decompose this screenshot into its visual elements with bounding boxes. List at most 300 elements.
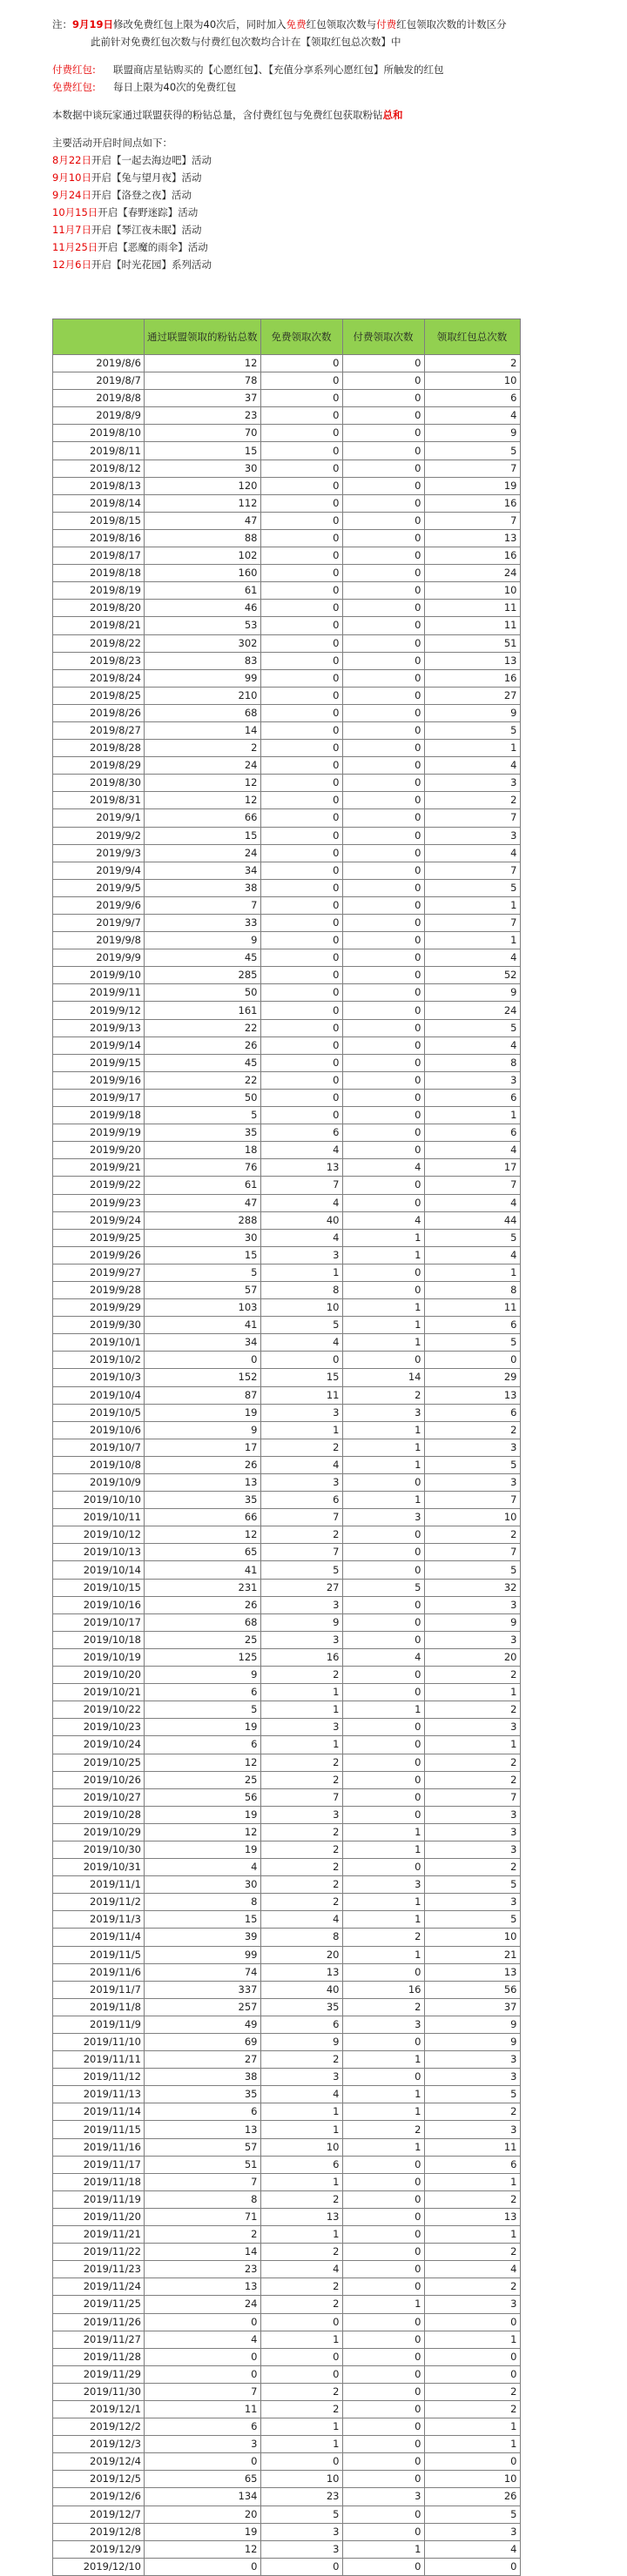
value-cell: 2	[424, 2190, 520, 2208]
date-cell: 2019/10/5	[53, 1404, 145, 1421]
date-cell: 2019/11/2	[53, 1894, 145, 1911]
value-cell: 1	[342, 2051, 424, 2069]
value-cell: 6	[260, 2156, 342, 2173]
value-cell: 3	[342, 2016, 424, 2033]
value-cell: 0	[342, 1281, 424, 1298]
value-cell: 4	[424, 2261, 520, 2278]
table-row	[53, 1194, 521, 1211]
value-cell: 0	[260, 1089, 342, 1106]
value-cell: 9	[424, 704, 520, 721]
table-row	[53, 1946, 521, 1963]
value-cell: 24	[145, 844, 261, 862]
value-cell: 2	[260, 1876, 342, 1894]
value-cell: 2	[145, 2226, 261, 2244]
value-cell: 0	[342, 2400, 424, 2418]
value-cell: 0	[260, 862, 342, 879]
value-cell: 5	[424, 1019, 520, 1036]
value-cell: 3	[424, 2523, 520, 2540]
date-cell: 2019/10/15	[53, 1579, 145, 1596]
value-cell: 0	[342, 1719, 424, 1736]
date-cell: 2019/9/9	[53, 949, 145, 967]
value-cell: 0	[260, 967, 342, 984]
value-cell: 3	[424, 827, 520, 844]
date-cell: 2019/12/6	[53, 2488, 145, 2506]
value-cell: 0	[260, 652, 342, 669]
table-row	[53, 2506, 521, 2523]
value-cell: 0	[260, 529, 342, 547]
value-cell: 20	[145, 2506, 261, 2523]
table-row	[53, 2453, 521, 2471]
value-cell: 8	[424, 1281, 520, 1298]
value-cell: 0	[342, 390, 424, 407]
value-cell: 0	[342, 1194, 424, 1211]
value-cell: 0	[342, 2261, 424, 2278]
table-row	[53, 1719, 521, 1736]
table-row	[53, 1596, 521, 1613]
table-row	[53, 547, 521, 565]
table-row	[53, 827, 521, 844]
value-cell: 5	[145, 1107, 261, 1124]
value-cell: 88	[145, 529, 261, 547]
date-cell: 2019/9/29	[53, 1299, 145, 1317]
value-cell: 6	[145, 1736, 261, 1754]
date-cell: 2019/11/22	[53, 2244, 145, 2261]
date-cell: 2019/12/2	[53, 2418, 145, 2436]
value-cell: 1	[424, 2418, 520, 2436]
value-cell: 1	[424, 1736, 520, 1754]
value-cell: 2	[260, 2278, 342, 2296]
value-cell: 3	[424, 1071, 520, 1089]
table-row	[53, 721, 521, 739]
value-cell: 12	[145, 1754, 261, 1771]
value-cell: 6	[424, 2156, 520, 2173]
value-cell: 0	[260, 2558, 342, 2575]
date-cell: 2019/10/2	[53, 1352, 145, 1369]
table-row	[53, 1229, 521, 1246]
date-cell: 2019/9/7	[53, 915, 145, 932]
value-cell: 74	[145, 1963, 261, 1981]
value-cell: 3	[424, 1596, 520, 1613]
table-row	[53, 1806, 521, 1823]
value-cell: 0	[342, 967, 424, 984]
value-cell: 2	[342, 1929, 424, 1946]
value-cell: 27	[145, 2051, 261, 2069]
value-cell: 2	[260, 1894, 342, 1911]
paid-label: 付费红包:	[52, 64, 96, 76]
table-row	[53, 775, 521, 792]
activity-date: 11月7日	[52, 224, 91, 236]
date-cell: 2019/8/25	[53, 687, 145, 704]
value-cell: 0	[260, 775, 342, 792]
value-cell: 6	[424, 390, 520, 407]
value-cell: 8	[424, 1054, 520, 1071]
value-cell: 0	[342, 862, 424, 879]
value-cell: 1	[424, 2173, 520, 2190]
value-cell: 0	[342, 2453, 424, 2471]
value-cell: 0	[260, 792, 342, 809]
table-row	[53, 1299, 521, 1317]
activity-item	[52, 256, 610, 273]
value-cell: 45	[145, 1054, 261, 1071]
date-cell: 2019/10/7	[53, 1439, 145, 1456]
value-cell: 3	[342, 2488, 424, 2506]
value-cell: 1	[260, 2418, 342, 2436]
value-cell: 3	[260, 1246, 342, 1264]
value-cell: 16	[342, 1981, 424, 1998]
date-cell: 2019/10/4	[53, 1386, 145, 1404]
value-cell: 8	[145, 2190, 261, 2208]
value-cell: 2	[260, 1754, 342, 1771]
value-cell: 2	[424, 1701, 520, 1719]
value-cell: 66	[145, 809, 261, 827]
note-paid-word: 付费	[376, 18, 397, 30]
value-cell: 152	[145, 1369, 261, 1386]
value-cell: 257	[145, 1998, 261, 2016]
value-cell: 231	[145, 1579, 261, 1596]
value-cell: 0	[260, 896, 342, 914]
value-cell: 51	[424, 634, 520, 652]
value-cell: 1	[424, 1264, 520, 1281]
value-cell: 9	[424, 2034, 520, 2051]
table-row	[53, 1929, 521, 1946]
value-cell: 0	[342, 1736, 424, 1754]
value-cell: 3	[342, 1404, 424, 1421]
value-cell: 2	[260, 2190, 342, 2208]
value-cell: 6	[260, 1124, 342, 1142]
table-row	[53, 1841, 521, 1858]
value-cell: 57	[145, 1281, 261, 1298]
date-cell: 2019/9/18	[53, 1107, 145, 1124]
value-cell: 8	[145, 1894, 261, 1911]
table-row	[53, 2540, 521, 2558]
value-cell: 49	[145, 2016, 261, 2033]
value-cell: 0	[342, 792, 424, 809]
table-row	[53, 2086, 521, 2103]
value-cell: 0	[260, 372, 342, 390]
value-cell: 6	[260, 2016, 342, 2033]
value-cell: 0	[342, 2523, 424, 2540]
table-row	[53, 740, 521, 757]
value-cell: 25	[145, 1771, 261, 1788]
value-cell: 102	[145, 547, 261, 565]
value-cell: 0	[342, 1019, 424, 1036]
table-row	[53, 1439, 521, 1456]
table-row	[53, 1177, 521, 1194]
activity-date: 11月25日	[52, 241, 98, 253]
value-cell: 34	[145, 1334, 261, 1352]
value-cell: 10	[260, 2471, 342, 2488]
value-cell: 1	[260, 1736, 342, 1754]
value-cell: 1	[342, 1492, 424, 1509]
date-cell: 2019/11/3	[53, 1911, 145, 1929]
table-row	[53, 2418, 521, 2436]
value-cell: 1	[260, 1264, 342, 1281]
table-row	[53, 1613, 521, 1631]
value-cell: 65	[145, 1544, 261, 1561]
value-cell: 9	[260, 1613, 342, 1631]
value-cell: 0	[342, 1544, 424, 1561]
date-cell: 2019/8/13	[53, 477, 145, 494]
value-cell: 1	[342, 1229, 424, 1246]
value-cell: 7	[424, 1492, 520, 1509]
value-cell: 0	[342, 1684, 424, 1701]
value-cell: 6	[145, 2103, 261, 2121]
notes-section	[52, 16, 610, 273]
value-cell: 37	[424, 1998, 520, 2016]
value-cell: 1	[260, 1701, 342, 1719]
value-cell: 1	[342, 1299, 424, 1317]
value-cell: 10	[260, 1299, 342, 1317]
value-cell: 0	[260, 757, 342, 775]
value-cell: 1	[424, 740, 520, 757]
value-cell: 0	[260, 477, 342, 494]
table-row	[53, 1998, 521, 2016]
table-row	[53, 1631, 521, 1648]
date-cell: 2019/9/3	[53, 844, 145, 862]
table-row	[53, 1963, 521, 1981]
value-cell: 0	[342, 1036, 424, 1054]
note-line-2: 此前针对免费红包次数与付费红包次数均合计在【领取红包总次数】中	[91, 36, 401, 48]
column-header: 领取红包总次数	[424, 319, 520, 355]
value-cell: 103	[145, 1299, 261, 1317]
date-cell: 2019/9/16	[53, 1071, 145, 1089]
date-cell: 2019/8/24	[53, 669, 145, 687]
date-cell: 2019/9/10	[53, 967, 145, 984]
table-row	[53, 932, 521, 949]
value-cell: 3	[260, 1404, 342, 1421]
value-cell: 4	[424, 1246, 520, 1264]
value-cell: 0	[342, 477, 424, 494]
table-row	[53, 2226, 521, 2244]
value-cell: 0	[342, 932, 424, 949]
value-cell: 2	[424, 2400, 520, 2418]
value-cell: 1	[342, 1841, 424, 1858]
value-cell: 3	[424, 1894, 520, 1911]
table-row	[53, 1823, 521, 1841]
value-cell: 22	[145, 1019, 261, 1036]
value-cell: 0	[260, 949, 342, 967]
activity-text: 开启【一起去海边吧】活动	[91, 154, 212, 166]
date-cell: 2019/10/12	[53, 1526, 145, 1544]
value-cell: 0	[260, 2348, 342, 2365]
value-cell: 0	[342, 2034, 424, 2051]
value-cell: 0	[342, 721, 424, 739]
date-cell: 2019/10/25	[53, 1754, 145, 1771]
date-cell: 2019/11/20	[53, 2208, 145, 2225]
value-cell: 0	[342, 1071, 424, 1089]
value-cell: 3	[424, 1439, 520, 1456]
date-cell: 2019/8/19	[53, 582, 145, 600]
value-cell: 0	[260, 425, 342, 442]
value-cell: 10	[424, 1929, 520, 1946]
value-cell: 68	[145, 704, 261, 721]
value-cell: 3	[260, 1474, 342, 1492]
value-cell: 12	[145, 1526, 261, 1544]
value-cell: 3	[260, 1806, 342, 1823]
value-cell: 4	[260, 1334, 342, 1352]
value-cell: 0	[342, 565, 424, 582]
value-cell: 5	[424, 1911, 520, 1929]
date-cell: 2019/10/23	[53, 1719, 145, 1736]
value-cell: 7	[424, 1544, 520, 1561]
date-cell: 2019/11/17	[53, 2156, 145, 2173]
value-cell: 0	[342, 1474, 424, 1492]
value-cell: 1	[342, 1246, 424, 1264]
value-cell: 4	[260, 1142, 342, 1159]
value-cell: 0	[260, 932, 342, 949]
value-cell: 87	[145, 1386, 261, 1404]
value-cell: 26	[424, 2488, 520, 2506]
table-row	[53, 512, 521, 529]
value-cell: 1	[342, 1701, 424, 1719]
value-cell: 13	[424, 2208, 520, 2225]
table-row	[53, 2400, 521, 2418]
date-cell: 2019/11/8	[53, 1998, 145, 2016]
table-row	[53, 477, 521, 494]
value-cell: 2	[260, 2296, 342, 2313]
value-cell: 4	[424, 1142, 520, 1159]
value-cell: 1	[424, 1107, 520, 1124]
value-cell: 4	[260, 1229, 342, 1246]
date-cell: 2019/10/31	[53, 1859, 145, 1876]
value-cell: 15	[145, 1911, 261, 1929]
date-cell: 2019/10/13	[53, 1544, 145, 1561]
table-row	[53, 1894, 521, 1911]
value-cell: 0	[260, 494, 342, 512]
value-cell: 2	[260, 1526, 342, 1544]
value-cell: 1	[260, 2226, 342, 2244]
date-cell: 2019/11/24	[53, 2278, 145, 2296]
value-cell: 10	[424, 1509, 520, 1526]
table-row	[53, 1788, 521, 1806]
summary-note	[52, 106, 610, 124]
value-cell: 25	[145, 1631, 261, 1648]
data-table	[52, 319, 521, 2576]
value-cell: 0	[260, 512, 342, 529]
value-cell: 24	[424, 1002, 520, 1019]
value-cell: 1	[260, 2103, 342, 2121]
date-cell: 2019/8/12	[53, 460, 145, 477]
table-row	[53, 1701, 521, 1719]
date-cell: 2019/12/5	[53, 2471, 145, 2488]
value-cell: 78	[145, 372, 261, 390]
value-cell: 13	[424, 652, 520, 669]
table-row	[53, 2069, 521, 2086]
date-cell: 2019/11/16	[53, 2138, 145, 2156]
value-cell: 13	[424, 1963, 520, 1981]
value-cell: 0	[342, 529, 424, 547]
date-cell: 2019/10/1	[53, 1334, 145, 1352]
value-cell: 19	[145, 2523, 261, 2540]
value-cell: 0	[342, 2190, 424, 2208]
value-cell: 0	[260, 1002, 342, 1019]
activity-text: 开启【琴江夜未眠】活动	[91, 224, 202, 236]
date-cell: 2019/11/19	[53, 2190, 145, 2208]
table-row	[53, 2331, 521, 2348]
table-row	[53, 2383, 521, 2400]
table-row	[53, 1071, 521, 1089]
value-cell: 0	[342, 984, 424, 1002]
table-row	[53, 2208, 521, 2225]
table-row	[53, 652, 521, 669]
value-cell: 7	[424, 1177, 520, 1194]
value-cell: 0	[342, 1089, 424, 1106]
value-cell: 12	[145, 2540, 261, 2558]
value-cell: 0	[342, 740, 424, 757]
table-row	[53, 2488, 521, 2506]
table-row	[53, 2138, 521, 2156]
value-cell: 7	[424, 915, 520, 932]
date-cell: 2019/11/7	[53, 1981, 145, 1998]
table-row	[53, 2051, 521, 2069]
value-cell: 20	[424, 1648, 520, 1666]
date-cell: 2019/8/29	[53, 757, 145, 775]
value-cell: 0	[342, 2069, 424, 2086]
note-prefix: 注：	[52, 18, 72, 30]
activity-item	[52, 151, 610, 169]
value-cell: 3	[260, 2540, 342, 2558]
value-cell: 4	[260, 1911, 342, 1929]
value-cell: 0	[342, 2418, 424, 2436]
value-cell: 12	[145, 1823, 261, 1841]
value-cell: 3	[424, 1719, 520, 1736]
value-cell: 9	[424, 2016, 520, 2033]
value-cell: 0	[342, 827, 424, 844]
value-cell: 0	[260, 984, 342, 1002]
value-cell: 30	[145, 1876, 261, 1894]
value-cell: 26	[145, 1596, 261, 1613]
value-cell: 10	[424, 2471, 520, 2488]
date-cell: 2019/8/22	[53, 634, 145, 652]
value-cell: 0	[342, 2506, 424, 2523]
value-cell: 3	[260, 1596, 342, 1613]
value-cell: 0	[145, 2558, 261, 2575]
value-cell: 3	[342, 1876, 424, 1894]
date-cell: 2019/11/27	[53, 2331, 145, 2348]
table-row	[53, 2348, 521, 2365]
value-cell: 0	[342, 2226, 424, 2244]
date-cell: 2019/10/27	[53, 1788, 145, 1806]
value-cell: 0	[260, 565, 342, 582]
value-cell: 20	[260, 1946, 342, 1963]
table-row	[53, 1876, 521, 1894]
date-cell: 2019/8/18	[53, 565, 145, 582]
activity-item	[52, 169, 610, 186]
date-cell: 2019/9/1	[53, 809, 145, 827]
value-cell: 3	[424, 1806, 520, 1823]
value-cell: 8	[260, 1929, 342, 1946]
value-cell: 3	[424, 775, 520, 792]
date-cell: 2019/10/30	[53, 1841, 145, 1858]
value-cell: 0	[342, 1596, 424, 1613]
date-cell: 2019/10/24	[53, 1736, 145, 1754]
date-cell: 2019/12/9	[53, 2540, 145, 2558]
table-row	[53, 355, 521, 372]
value-cell: 16	[424, 669, 520, 687]
value-cell: 0	[342, 1124, 424, 1142]
value-cell: 0	[342, 617, 424, 634]
value-cell: 37	[145, 390, 261, 407]
value-cell: 5	[424, 1876, 520, 1894]
value-cell: 1	[342, 1823, 424, 1841]
date-cell: 2019/10/3	[53, 1369, 145, 1386]
table-row	[53, 1089, 521, 1106]
value-cell: 0	[424, 2365, 520, 2383]
value-cell: 0	[342, 775, 424, 792]
table-row	[53, 1246, 521, 1264]
value-cell: 2	[260, 1823, 342, 1841]
value-cell: 4	[342, 1648, 424, 1666]
